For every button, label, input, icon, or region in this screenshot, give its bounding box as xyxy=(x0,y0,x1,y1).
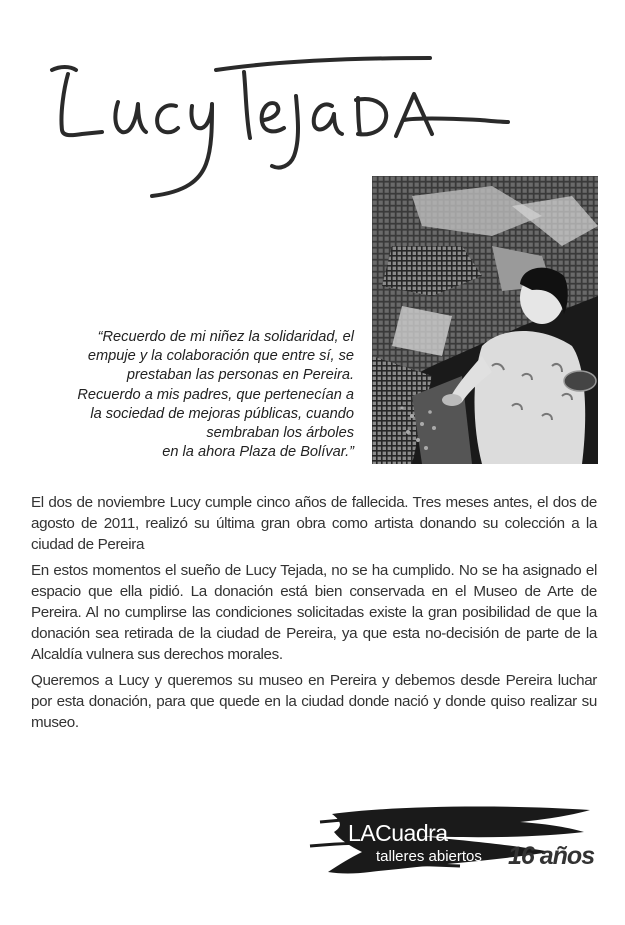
logo-tagline: talleres abiertos xyxy=(376,848,482,865)
body-paragraph: El dos de noviembre Lucy cumple cinco años de fallecida. Tres meses antes, el dos de agosto de 2011, realizó su última gran obra como artista donando su colección a la ciudad de Pereira xyxy=(31,494,597,553)
logo-brand: LACuadra xyxy=(348,820,448,846)
quote-line: “Recuerdo de mi niñez la solidaridad, el xyxy=(97,329,354,345)
quote-block xyxy=(58,328,354,462)
body-paragraph: Queremos a Lucy y queremos su museo en Pereira y debemos desde Pereira luchar por esta donación, para que quede en la ciudad donde nació y donde quiso realizar su museo. xyxy=(31,672,597,731)
body-paragraph: En estos momentos el sueño de Lucy Tejada, no se ha cumplido. No se ha asignado el espacio que ella pidió. La donación está bien conservada en el Museo de Arte de Pereira. Al no cumplirse las condiciones solicitadas existe la gran posibilidad de que la donación sea retirada de la ciudad de Pereira, ya que esta no-decisión de parte de la Alcaldía vulnera sus derechos morales. xyxy=(31,562,597,663)
quote-line: prestaban las personas en Pereira. xyxy=(126,367,354,384)
artist-photo xyxy=(372,176,598,464)
quote-line: Recuerdo a mis padres, que pertenecían a xyxy=(77,386,354,403)
logo-years: 16 años xyxy=(508,842,595,870)
quote-line: la sociedad de mejoras públicas, cuando xyxy=(90,405,354,422)
quote-line: en la ahora Plaza de Bolívar.” xyxy=(162,444,354,461)
la-cuadra-logo xyxy=(300,802,605,882)
quote-line: empuje y la colaboración que entre sí, se xyxy=(87,348,354,365)
body-text xyxy=(31,492,597,738)
quote-line: sembraban los árboles xyxy=(206,425,354,442)
